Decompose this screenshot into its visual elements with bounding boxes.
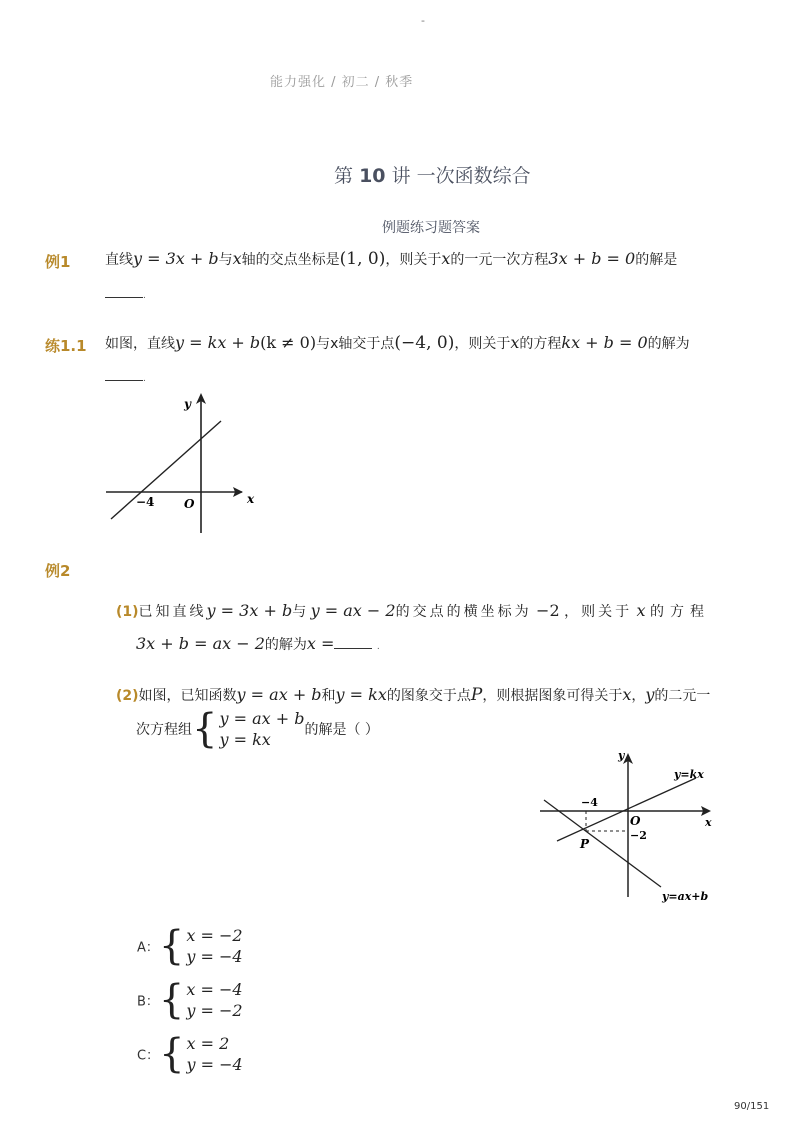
line-y-kx [557, 778, 696, 841]
line-y-ax-b-label: y=ax+b [662, 890, 709, 903]
page-subtitle: 例题练习题答案 [382, 220, 480, 236]
example-1-label: 例1 [45, 253, 71, 271]
x-axis-label: x [705, 816, 712, 829]
tick-label: −4 [136, 495, 155, 509]
breadcrumb: 能力强化 / 初二 / 秋季 [270, 75, 414, 90]
practice-1-1-graph [100, 385, 270, 540]
option-b[interactable]: B：{ x = −4 y = −2 [137, 977, 243, 1023]
tick-x-label: −4 [581, 796, 598, 809]
line-y-kx-label: y=kx [674, 768, 704, 781]
example-2-part-2-line-2: 次方程组{ y = ax + b y = kx 的解是（ ） [136, 706, 379, 752]
example-1-answer-blank: . [105, 284, 146, 302]
example-2-part-2-line-1: (2)如图，已知函数y = ax + b和y = kx的图象交于点P，则根据图象可得关于x，y的二元一 [116, 685, 711, 705]
graph-line [111, 421, 221, 519]
practice-1-1-answer-blank: . [105, 367, 146, 385]
tick-y-label: −2 [630, 829, 647, 842]
example-2-part-1-line-2: 3x + b = ax − 2的解为x = . [136, 634, 380, 653]
example-2-graph [530, 745, 730, 910]
page-number: 90/151 [734, 1101, 770, 1112]
option-a[interactable]: A：{ x = −2 y = −4 [137, 923, 243, 969]
x-axis-label: x [247, 492, 255, 506]
example-1-text: 直线y = 3x + b与x轴的交点坐标是(1, 0)，则关于x的一元一次方程3x + b = 0的解是 [105, 249, 678, 269]
top-mark: - [421, 14, 425, 27]
line-y-ax-b [544, 800, 661, 887]
y-axis-label: y [618, 749, 625, 762]
point-p-label: P [580, 837, 590, 851]
example-2-label: 例2 [45, 562, 71, 580]
example-2-part-1-line-1: (1)已知直线y = 3x + b与 y = ax − 2的交点的横坐标为 −2 ，则关于 x 的方程 [116, 601, 711, 620]
practice-1-1-text: 如图，直线y = kx + b(k ≠ 0)与x轴交于点(−4, 0)，则关于x的方程kx + b = 0的解为 [105, 333, 690, 353]
practice-1-1-label: 练1.1 [45, 337, 87, 355]
origin-label: O [184, 497, 195, 511]
origin-label: O [630, 814, 641, 828]
y-axis-label: y [184, 397, 191, 411]
option-c[interactable]: C：{ x = 2 y = −4 [137, 1031, 243, 1077]
page-title: 第 10 讲 一次函数综合 [334, 165, 531, 187]
